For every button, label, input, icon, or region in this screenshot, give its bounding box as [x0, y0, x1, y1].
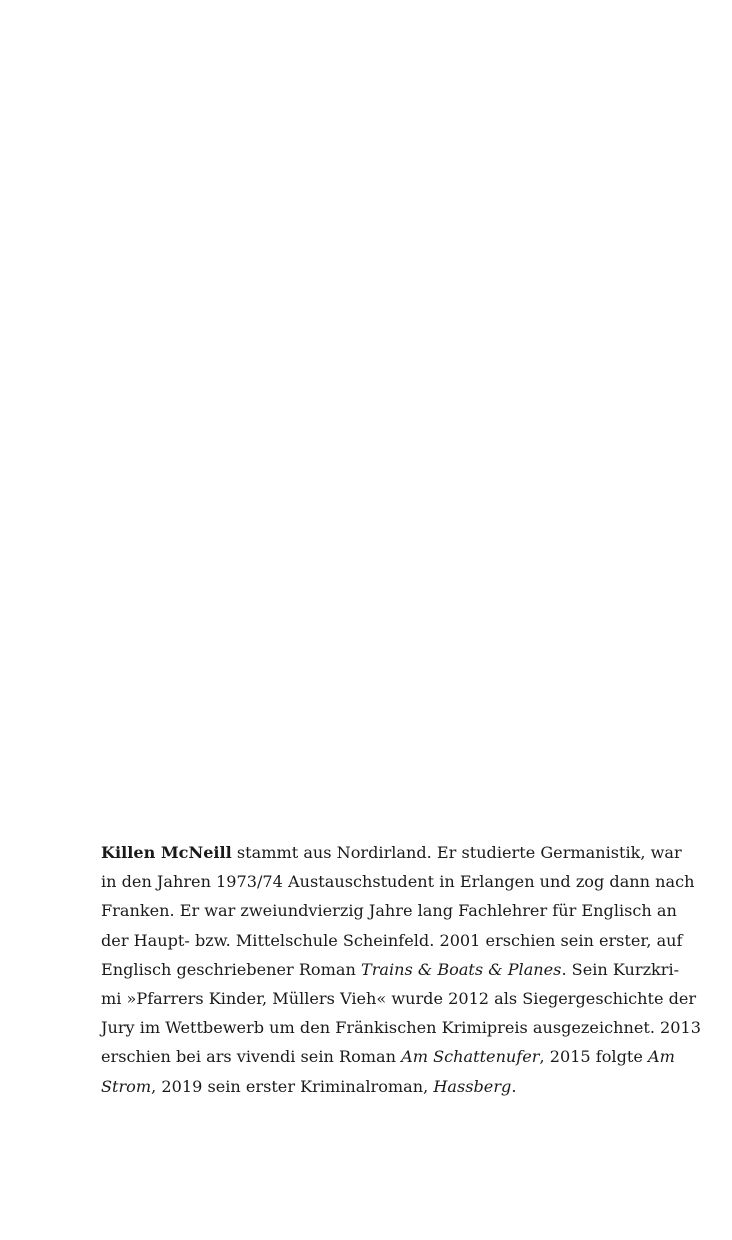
book-title: Hassberg [433, 1076, 512, 1096]
bio-line-4: der Haupt- bzw. Mittelschule Scheinfeld. 2001 erschien sein erster, auf [101, 930, 683, 950]
bio-line-7: Jury im Wettbewerb um den Fränkischen Krimipreis ausgezeichnet. 2013 [101, 1018, 702, 1038]
bio-text: . Sein Kurzkri- [561, 959, 680, 979]
book-title: Am Schattenufer [401, 1047, 540, 1067]
author-bio-paragraph [101, 838, 702, 1101]
book-title: Am [648, 1047, 675, 1067]
author-name: Killen McNeill [101, 843, 232, 862]
book-title: Trains & Boats & Planes [360, 959, 562, 979]
bio-text: erschien bei ars vivendi sein Roman [101, 1047, 402, 1067]
bio-text: , 2019 sein erster Kriminalroman, [151, 1076, 434, 1096]
bio-text: , 2015 folgte [539, 1047, 648, 1067]
bio-text: . [511, 1076, 517, 1096]
bio-line-8 [101, 1042, 675, 1071]
bio-line-2: in den Jahren 1973/74 Austauschstudent in Erlangen und zog dann nach [101, 872, 695, 892]
bio-line-9 [101, 1072, 644, 1101]
bio-line-5 [101, 955, 680, 984]
book-title: Strom [101, 1076, 152, 1096]
bio-line-6: mi »Pfarrers Kinder, Müllers Vieh« wurde 2012 als Siegergeschichte der [101, 989, 697, 1009]
bio-line-1 [101, 838, 682, 867]
bio-text: Englisch geschriebener Roman [101, 959, 361, 979]
bio-line-3: Franken. Er war zweiundvierzig Jahre lang Fachlehrer für Englisch an [101, 901, 677, 921]
bio-text: stammt aus Nordirland. Er studierte Germanistik, war [231, 843, 682, 862]
